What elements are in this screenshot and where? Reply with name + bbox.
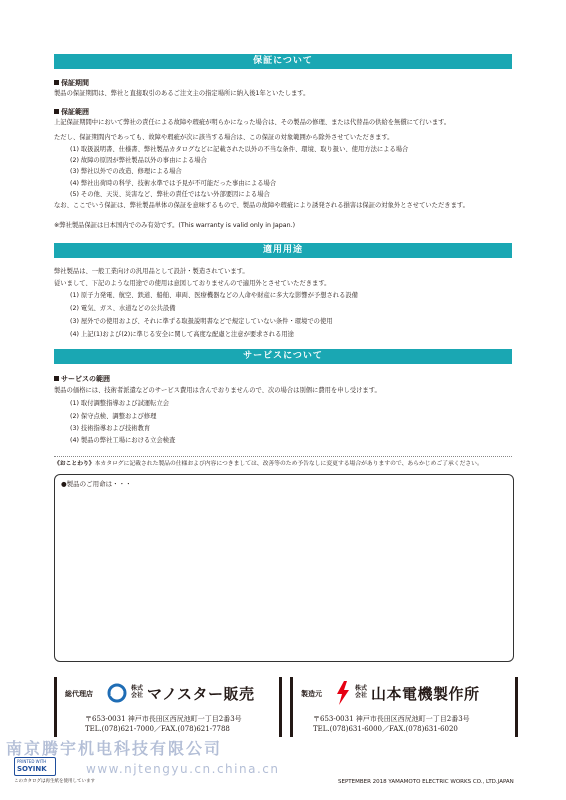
exclusion-item: (4) 弊社出荷時の科学、技術水準では予見が不可能だった事由による場合 [70, 180, 277, 187]
service-scope-heading: サービスの範囲 [54, 374, 110, 384]
soy-ink-badge [14, 757, 56, 776]
maker-role: 製造元 [301, 690, 322, 698]
recycled-paper-caption: このカタログは再生紙を使用しています [14, 779, 95, 784]
lightning-bolt-icon [335, 681, 351, 705]
service-item: (2) 保守点検、調整および修理 [70, 413, 157, 420]
maker-address: 〒653-0031 神戸市長田区西尻池町一丁目2番3号 [313, 715, 470, 723]
scope-text: 上記保証期間中において弊社の責任による故障や瑕疵が明らかになった場合は、その製品の修理、または代替品の供給を無償にて行います。 [54, 119, 451, 126]
application-text: 従いまして、下記のような用途での使用は意図しておりませんので適用外とさせていただきます。 [54, 280, 331, 287]
watermark-company: 南京腾宇机电科技有限公司 [6, 739, 223, 758]
application-band: 適用用途 [54, 243, 512, 258]
agent-role: 総代理店 [65, 690, 93, 698]
warranty-band: 保証について [54, 54, 512, 69]
application-item: (2) 電気、ガス、水道などの公共設備 [70, 305, 176, 312]
disclaimer: 《おことわり》本カタログに記載された製品の仕様および内容につきましては、改善等のため予告なしに変更する場合がありますので、あらかじめご了承ください。 [54, 461, 483, 467]
agent-address: 〒653-0031 神戸市長田区西尻池町一丁目2番3号 [85, 715, 242, 723]
soy-ink-line1: PRINTED WITH [17, 759, 47, 764]
agent-tel: TEL.(078)621-7000／FAX.(078)621-7788 [85, 725, 230, 733]
agent-name: マノスター販売 [147, 685, 255, 703]
agent-block [54, 677, 282, 737]
bullet-square-icon [54, 109, 59, 114]
manostar-logo-icon [107, 683, 127, 703]
bullet-square-icon [54, 80, 59, 85]
watermark-url: www.njtengyu.cn.china.cn [86, 762, 280, 776]
period-text: 製品の保証期間は、弊社と直接取引のあるご注文主の指定場所に納入後1年といたします。 [54, 90, 310, 97]
bullet-square-icon [54, 376, 59, 381]
service-item: (1) 取付調整指導および試運転立会 [70, 400, 170, 407]
application-item: (3) 屋外での使用および、それに準ずる取扱説明書などで規定していない条件・環境での使用 [70, 318, 333, 325]
exclusion-item: (3) 弊社以外での改造、修理による場合 [70, 168, 182, 175]
application-item: (4) 上記(1)および(2)に準じる安全に関して高度な配慮と注意が要求される用途 [70, 331, 294, 338]
warranty-note: なお、ここでいう保証は、弊社製品単体の保証を意味するもので、製品の故障や瑕疵により誘発される損害は保証の対象外とさせていただきます。 [54, 202, 469, 209]
service-text: 製品の価格には、技術者派遣などのサービス費用は含んでおりませんので、次の場合は別個に費用を申し受けます。 [54, 387, 381, 394]
exclusion-intro: ただし、保証期間内であっても、故障や瑕疵が次に該当する場合は、この保証の対象範囲から除外させていただきます。 [54, 134, 394, 141]
footer-credit: SEPTEMBER 2018 YAMAMOTO ELECTRIC WORKS CO., LTD.JAPAN [338, 779, 514, 785]
service-band: サービスについて [54, 349, 512, 364]
maker-company-type: 株式会社 [355, 685, 368, 699]
service-item: (4) 製品の弊社工場における立会検査 [70, 437, 176, 444]
agent-company-type: 株式会社 [131, 685, 144, 699]
maker-block [290, 677, 518, 737]
japan-only-note: ※弊社製品保証は日本国内でのみ有効です。(This warranty is valid only in Japan.) [54, 222, 296, 229]
exclusion-item: (1) 取扱説明書、仕様書、弊社製品カタログなどに記載された以外の不当な条件、環境、取り扱い、使用方法による場合 [70, 146, 409, 153]
divider [54, 456, 512, 457]
period-heading: 保証期間 [54, 78, 89, 88]
service-item: (3) 技術指導および技術教育 [70, 425, 151, 432]
maker-name: 山本電機製作所 [371, 685, 480, 703]
soy-ink-line2: SOYINK [17, 765, 47, 773]
exclusion-item: (2) 故障の原因が弊社製品以外の事由による場合 [70, 157, 207, 164]
application-item: (1) 原子力発電、航空、鉄道、船舶、車両、医療機器などの人命や財産に多大な影響が予想される設備 [70, 292, 358, 299]
order-contact-box [54, 474, 514, 662]
order-box-label: ●製品のご用命は・・・ [61, 480, 132, 488]
exclusion-item: (5) その他、天災、災害など、弊社の責任ではない外部要因による場合 [70, 191, 270, 198]
application-text: 弊社製品は、一般工業向けの汎用品として設計・製造されています。 [54, 268, 249, 275]
maker-tel: TEL.(078)631-6000／FAX.(078)631-6020 [313, 725, 458, 733]
scope-heading: 保証範囲 [54, 107, 89, 117]
